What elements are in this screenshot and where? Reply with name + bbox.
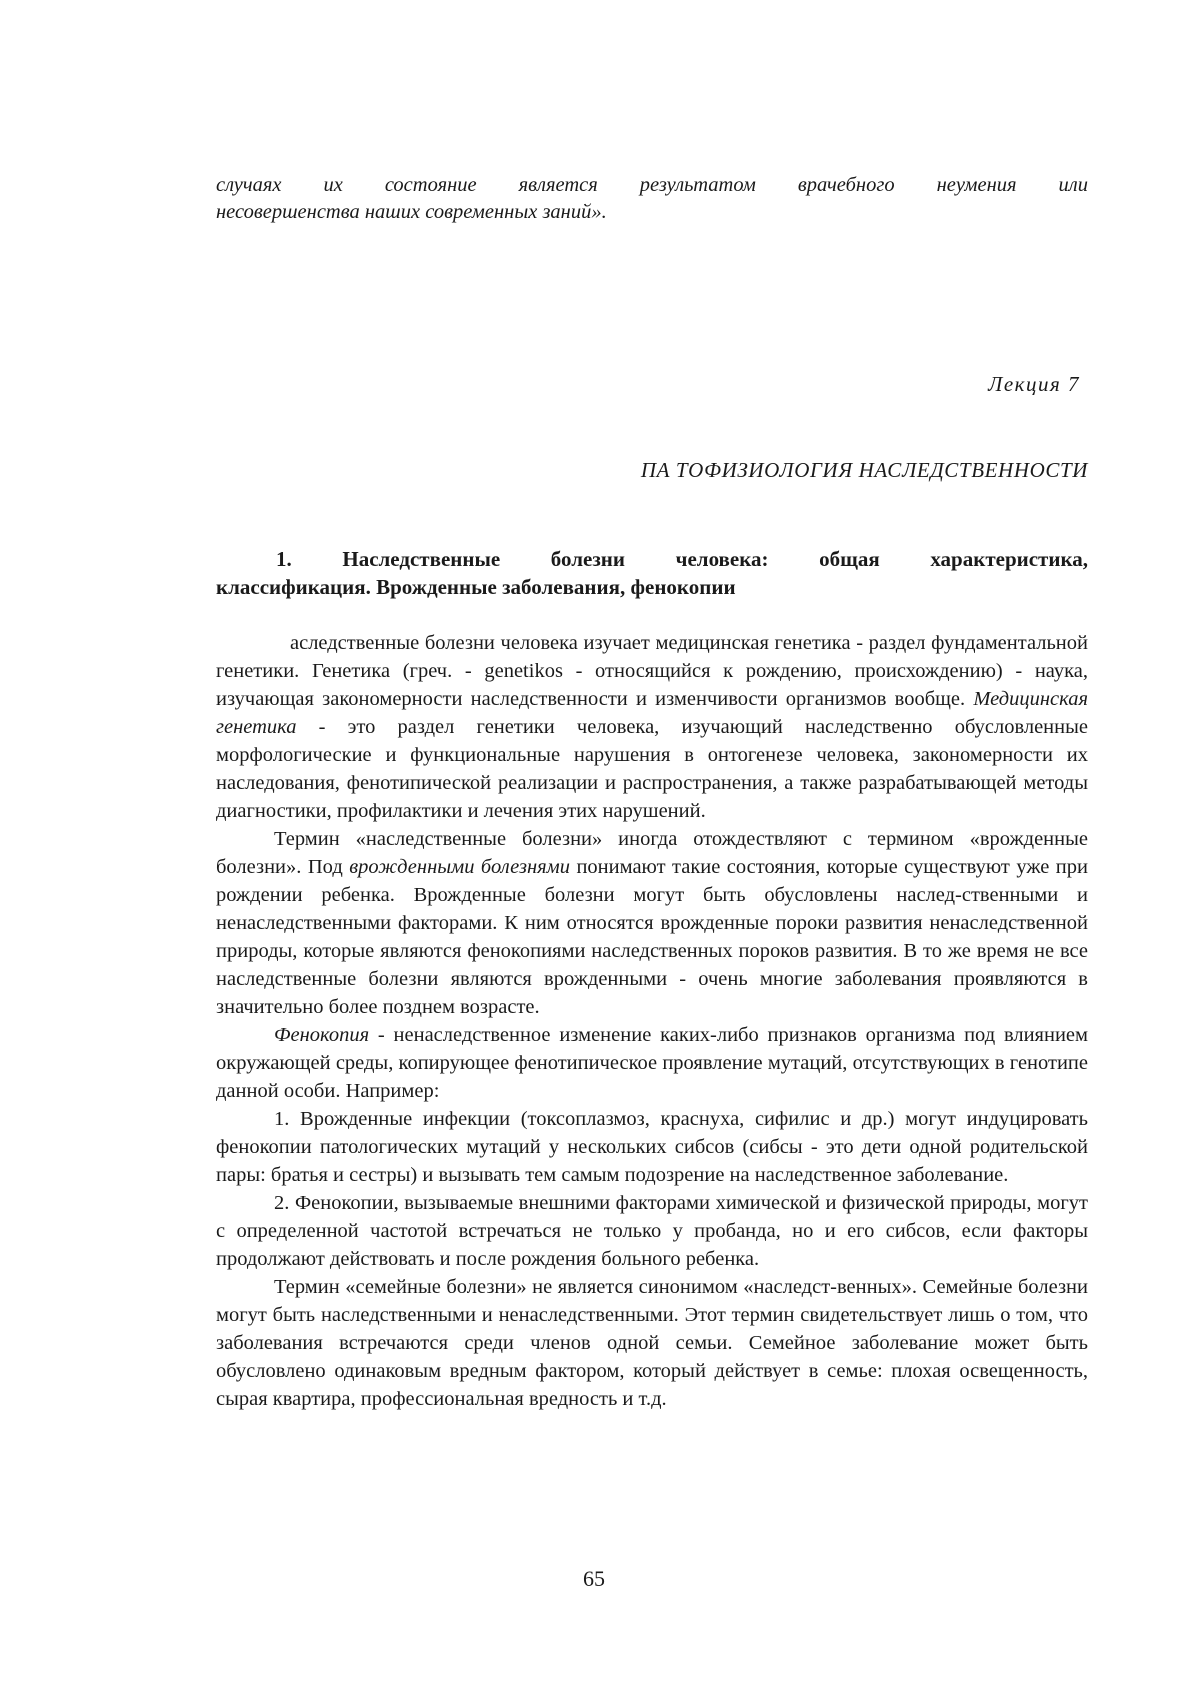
body-text bbox=[216, 629, 1088, 1413]
paragraph-congenital bbox=[216, 825, 1088, 1021]
lecture-label: Лекция 7 bbox=[988, 372, 1080, 396]
term-congenital-diseases: врожденными болезнями bbox=[349, 856, 570, 878]
term-medical-genetics: Медицинская генетика bbox=[216, 688, 1088, 738]
list-item-2 bbox=[216, 1189, 1088, 1273]
paragraph-text: 2. Фенокопии, вызываемые внешними факторами химической и физической природы, могут с определенной частотой встречаться не только у пробанда, но и его сибсов, если факторы продолжают действовать и после рождения больного ребенка. bbox=[216, 1192, 1088, 1270]
chapter-title: ПА ТОФИЗИОЛОГИЯ НАСЛЕДСТВЕННОСТИ bbox=[640, 458, 1088, 482]
page-number: 65 bbox=[583, 1566, 605, 1591]
paragraph-text: - ненаследственное изменение каких-либо признаков организма под влиянием окружающей среды, копирующее фенотипическое проявление мутаций, отсутствующих в генотипе данной особи. Например: bbox=[216, 1024, 1088, 1102]
quote-line-2: несовершенства наших современных заний». bbox=[216, 201, 607, 223]
section-heading bbox=[216, 545, 1088, 601]
paragraph-text: - это раздел генетики человека, изучающий наследственно обусловленные морфологические и функциональные нарушения в онтогенезе человека, закономерности их наследования, фенотипической реализации и распространения, а также разрабатывающей методы диагностики, профилактики и лечения этих нарушений. bbox=[216, 716, 1088, 822]
paragraph-family-diseases bbox=[216, 1273, 1088, 1413]
section-heading-line-1: 1. Наследственные болезни человека: общая характеристика, bbox=[276, 547, 1088, 571]
paragraph-text: аследственные болезни человека изучает медицинская генетика - раздел фундаментальной генетики. Генетика (греч. - genetikos - относящийся к рождению, происхождению) - наука, изучающая закономерности наследственности и изменчивости организмов вообще. bbox=[216, 632, 1088, 710]
term-phenocopy: Фенокопия bbox=[274, 1024, 370, 1046]
quote-line-1: случаях их состояние является результатом врачебного неумения или bbox=[216, 174, 1088, 196]
paragraph-text: 1. Врожденные инфекции (токсоплазмоз, краснуха, сифилис и др.) могут индуцировать фенокопии патологических мутаций у нескольких сибсов (сибсы - это дети одной родительской пары: братья и сестры) и вызывать тем самым подозрение на наследственное заболевание. bbox=[216, 1108, 1088, 1186]
section-heading-line-2: классификация. Врожденные заболевания, фенокопии bbox=[216, 575, 736, 599]
paragraph-text: понимают такие состояния, которые существуют уже при рождении ребенка. Врожденные болезни могут быть обусловлены наслед-ственными и ненаследственными факторами. К ним относятся врожденные пороки развития ненаследственной природы, которые являются фенокопиями наследственных пороков развития. В то же время не все наследственные болезни являются врожденными - очень многие заболевания проявляются в значительно более позднем возрасте. bbox=[216, 856, 1088, 1018]
paragraph-intro bbox=[216, 629, 1088, 825]
list-item-1 bbox=[216, 1105, 1088, 1189]
paragraph-phenocopy bbox=[216, 1021, 1088, 1105]
quote-continuation bbox=[216, 172, 1088, 226]
paragraph-text: Термин «наследственные болезни» иногда отождествляют с термином «врожденные болезни». Под bbox=[216, 828, 1088, 878]
paragraph-text: Термин «семейные болезни» не является синонимом «наследст-венных». Семейные болезни могут быть наследственными и ненаследственными. Этот термин свидетельствует лишь о том, что заболевания встречаются среди членов одной семьи. Семейное заболевание может быть обусловлено одинаковым вредным фактором, который действует в семье: плохая освещенность, сырая квартира, профессиональная вредность и т.д. bbox=[216, 1276, 1088, 1410]
